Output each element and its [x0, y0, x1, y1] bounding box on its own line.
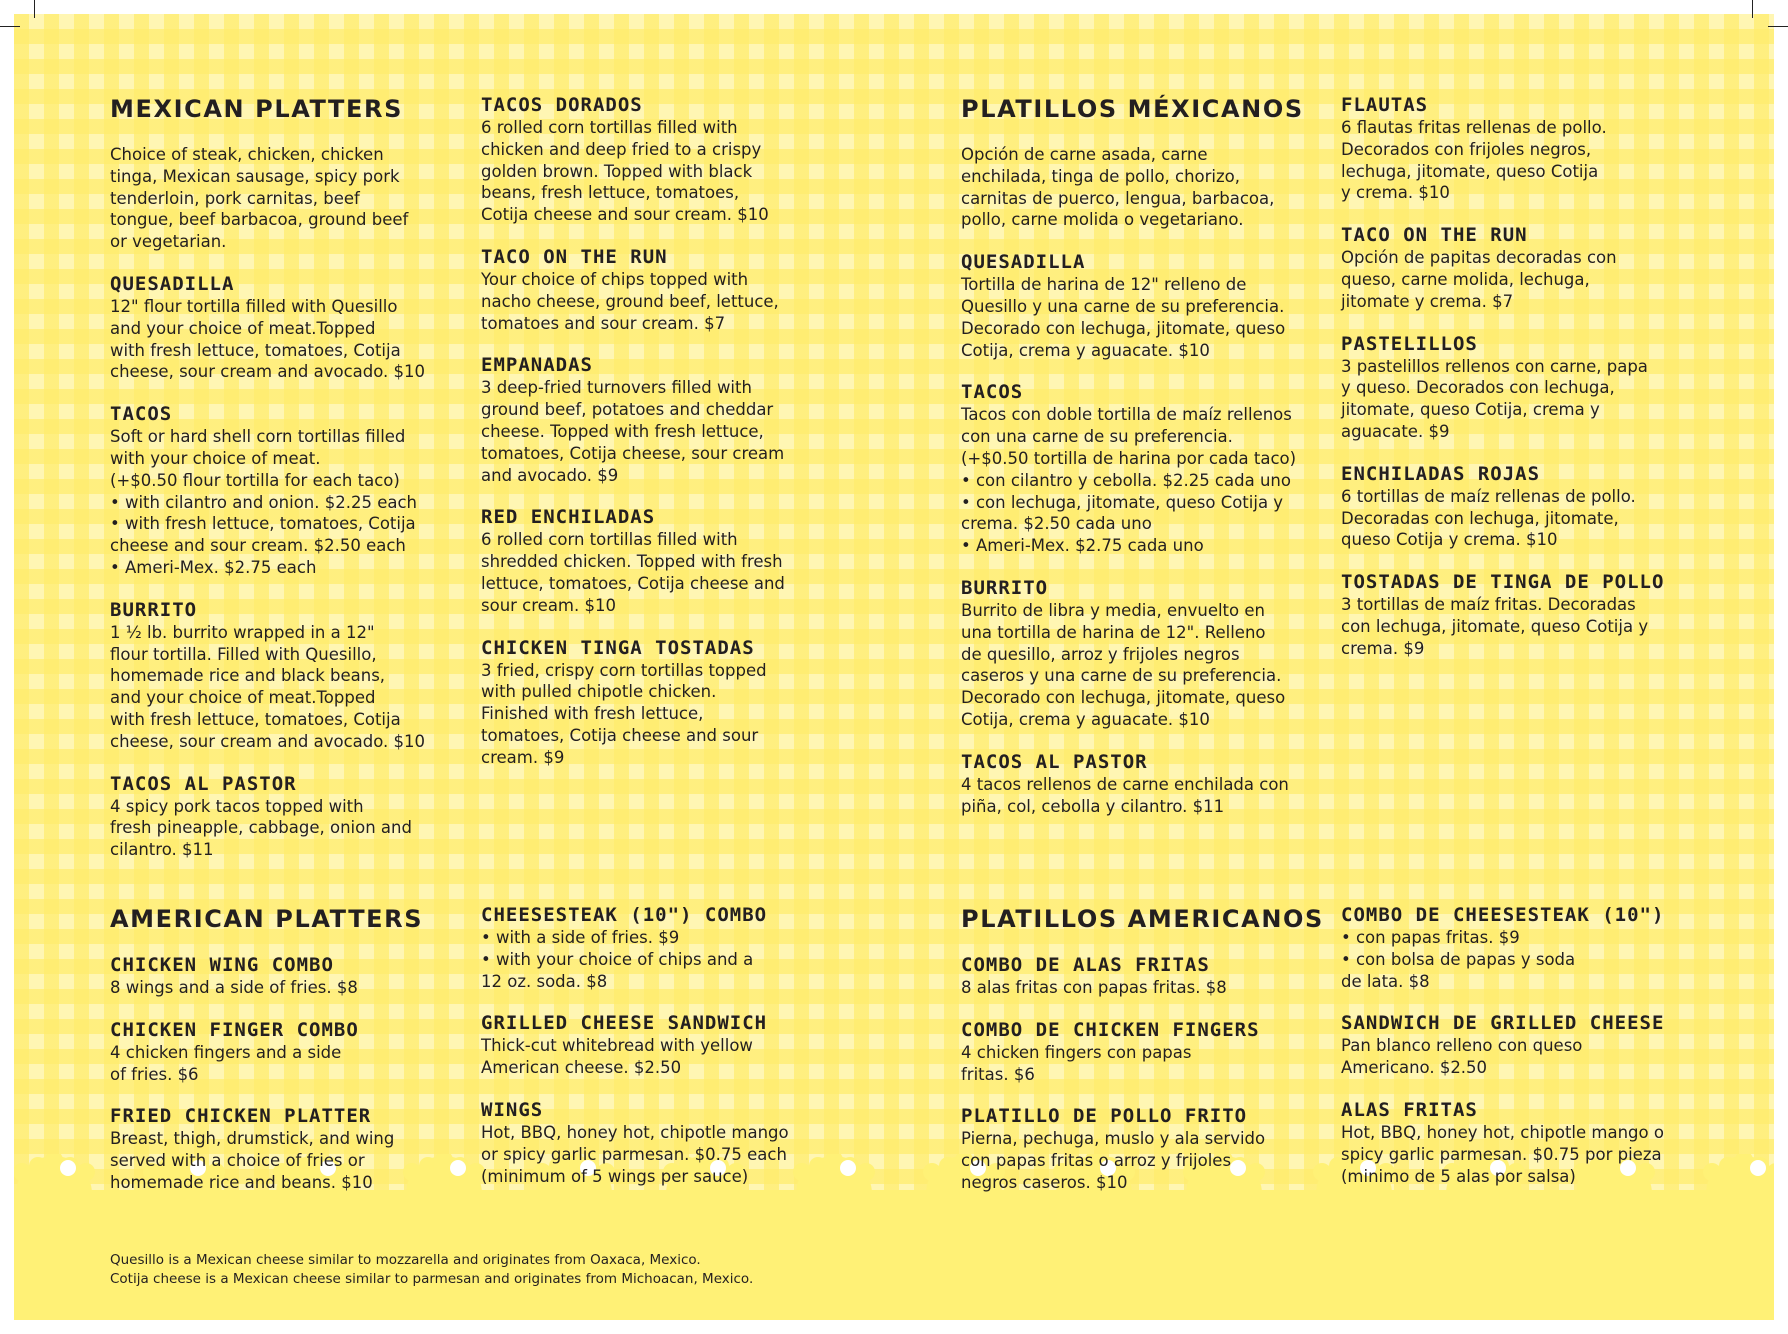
menu-item-title: WINGS [481, 1098, 544, 1121]
menu-item-description-line: Breast, thigh, drumstick, and wing [110, 1129, 395, 1149]
menu-item-description-line: Hot, BBQ, honey hot, chipotle mango o [1341, 1122, 1664, 1142]
menu-item-description-line: 12 oz. soda. $8 [481, 971, 608, 991]
menu-item [1341, 904, 1701, 992]
menu-item-description-line: jitomate, queso Cotija, crema y [1341, 400, 1600, 420]
menu-item-description-line: American cheese. $2.50 [481, 1058, 682, 1078]
menu-item-title: COMBO DE ALAS FRITAS [961, 954, 1210, 976]
menu-item-description-line: y crema. $10 [1341, 183, 1450, 203]
menu-item-description-line: Tacos con doble tortilla de maíz rellenos [961, 405, 1292, 425]
menu-item-description-line: con lechuga, jitomate, queso Cotija y [1341, 616, 1649, 636]
menu-item-title: ENCHILADAS ROJAS [1341, 462, 1541, 485]
column-mexican-platters [110, 94, 470, 881]
menu-item-description-line: Thick-cut whitebread with yellow [481, 1036, 753, 1056]
menu-item-description-line: Decorado con lechuga, jitomate, queso [961, 318, 1286, 338]
menu-item-description-line: Pierna, pechuga, muslo y ala servido [961, 1129, 1266, 1149]
menu-item [481, 637, 841, 769]
menu-item-title: TACOS AL PASTOR [110, 772, 297, 795]
footnote-quesillo: Quesillo is a Mexican cheese similar to mozzarella and originates from Oaxaca, Mexico. [110, 1252, 701, 1268]
menu-item-description-line: piña, col, cebolla y cilantro. $11 [961, 796, 1225, 816]
menu-item-title: TACOS [110, 403, 173, 426]
column-platillos-americanos [961, 904, 1324, 1214]
column-platillos-mexicanos-continued [1341, 94, 1701, 680]
menu-item-description-line: 6 rolled corn tortillas filled with [481, 530, 738, 550]
menu-item [481, 1012, 841, 1079]
menu-item-description-line: 3 tortillas de maíz fritas. Decoradas [1341, 595, 1636, 615]
menu-item [1341, 1099, 1701, 1187]
menu-item-description-line: cheese and sour cream. $2.50 each [110, 536, 406, 556]
menu-item-description-line: • Ameri-Mex. $2.75 each [110, 557, 317, 577]
menu-item-description-line: caseros y una carne de su preferencia. [961, 666, 1282, 686]
menu-item-description-line: 3 deep-fried turnovers filled with [481, 378, 752, 398]
menu-item-description-line: cilantro. $11 [110, 840, 214, 860]
menu-item-description-line: homemade rice and black beans, [110, 666, 386, 686]
menu-item-title: CHICKEN WING COMBO [110, 954, 334, 976]
menu-item-description-line: (minimo de 5 alas por salsa) [1341, 1166, 1576, 1186]
menu-item [961, 251, 1321, 361]
menu-item-description-line: sour cream. $10 [481, 595, 616, 615]
menu-item-description-line: Pan blanco relleno con queso [1341, 1036, 1583, 1056]
menu-item-description-line: jitomate y crema. $7 [1341, 291, 1514, 311]
menu-item-description-line: una tortilla de harina de 12". Relleno [961, 622, 1266, 642]
menu-item [110, 954, 470, 999]
menu-item-description-line: cheese. Topped with fresh lettuce, [481, 421, 764, 441]
menu-item-description-line: de lata. $8 [1341, 971, 1430, 991]
menu-item-title: TACOS DORADOS [481, 94, 643, 116]
menu-item-title: QUESADILLA [110, 272, 235, 295]
menu-item-description-line: • con cilantro y cebolla. $2.25 cada uno [961, 470, 1291, 490]
menu-item-title: ALAS FRITAS [1341, 1098, 1478, 1121]
menu-item-description-line: lechuga, jitomate, queso Cotija [1341, 161, 1599, 181]
menu-item-title: CHEESESTEAK (10") COMBO [481, 904, 768, 926]
menu-item-title: PASTELILLOS [1341, 332, 1478, 355]
menu-item-title: CHICKEN TINGA TOSTADAS [481, 636, 755, 659]
column-platillos-mexicanos [961, 94, 1321, 837]
menu-item-description-line: Opción de papitas decoradas con [1341, 248, 1617, 268]
menu-item-description-line: 4 tacos rellenos de carne enchilada con [961, 774, 1289, 794]
menu-item-description-line: shredded chicken. Topped with fresh [481, 552, 783, 572]
menu-item [961, 751, 1321, 818]
section-title: PLATILLOS MÉXICANOS [961, 95, 1304, 123]
menu-item-title: FLAUTAS [1341, 94, 1429, 116]
menu-item-description-line: 8 wings and a side of fries. $8 [110, 978, 358, 997]
menu-item-description-line: tomatoes, Cotija cheese, sour cream [481, 443, 785, 463]
menu-item-description-line: chicken and deep fried to a crispy [481, 139, 762, 159]
menu-item-description-line: • with fresh lettuce, tomatoes, Cotija [110, 514, 416, 534]
intro-line: enchilada, tinga de pollo, chorizo, [961, 166, 1241, 186]
section-intro [110, 144, 470, 253]
menu-item-description-line: 6 flautas fritas rellenas de pollo. [1341, 118, 1607, 137]
section-title: MEXICAN PLATTERS [110, 95, 403, 123]
menu-item-description-line: spicy garlic parmesan. $0.75 por pieza [1341, 1144, 1662, 1164]
menu-item-title: PLATILLO DE POLLO FRITO [961, 1105, 1248, 1128]
menu-item [481, 354, 841, 486]
menu-item [481, 246, 841, 334]
menu-item-description-line: 4 chicken fingers con papas [961, 1042, 1192, 1062]
menu-item-description-line: negros caseros. $10 [961, 1172, 1128, 1192]
menu-item [481, 904, 841, 992]
menu-item [481, 506, 841, 616]
menu-item-description-line: (+$0.50 flour tortilla for each taco) [110, 470, 400, 490]
column-mexican-platters-continued [481, 94, 841, 789]
menu-item-description-line: • with a side of fries. $9 [481, 928, 680, 947]
menu-item-description-line: beans, fresh lettuce, tomatoes, [481, 183, 740, 203]
menu-item-description-line: fresh pineapple, cabbage, onion and [110, 818, 412, 838]
intro-line: tenderloin, pork carnitas, beef [110, 188, 360, 208]
crop-mark-top-right [1752, 0, 1753, 18]
menu-item-title: TOSTADAS DE TINGA DE POLLO [1341, 571, 1665, 594]
menu-item-description-line: ground beef, potatoes and cheddar [481, 400, 774, 420]
menu-item-description-line: 12" flour tortilla filled with Quesillo [110, 296, 398, 316]
column-american-platters [110, 904, 470, 1214]
crop-mark-right [1768, 26, 1788, 27]
menu-item [1341, 333, 1701, 443]
menu-item-description-line: Quesillo y una carne de su preferencia. [961, 296, 1285, 316]
menu-item-title: TACO ON THE RUN [1341, 224, 1528, 247]
menu-item-description-line: Soft or hard shell corn tortillas filled [110, 427, 406, 447]
menu-item [481, 1099, 841, 1187]
menu-item [961, 1105, 1321, 1193]
menu-item [481, 94, 841, 226]
menu-item-description-line: Your choice of chips topped with [481, 269, 749, 289]
menu-item-description-line: • con bolsa de papas y soda [1341, 949, 1576, 969]
menu-item-description-line: and your choice of meat.Topped [110, 318, 376, 338]
menu-item-description-line: with your choice of meat. [110, 448, 321, 468]
section-intro [961, 144, 1321, 231]
menu-item-description-line: tomatoes and sour cream. $7 [481, 313, 726, 333]
menu-item-description-line: con una carne de su preferencia. [961, 427, 1233, 447]
menu-item-description-line: 4 chicken fingers and a side [110, 1042, 342, 1062]
menu-item-description-line: and your choice of meat.Topped [110, 688, 376, 708]
menu-item-title: SANDWICH DE GRILLED CHEESE [1341, 1012, 1665, 1035]
menu-page [14, 14, 1774, 1320]
menu-item-title: TACOS [961, 381, 1024, 404]
menu-item-description-line: cheese, sour cream and avocado. $10 [110, 362, 426, 382]
menu-item-description-line: 3 pastelillos rellenos con carne, papa [1341, 356, 1648, 376]
menu-item [110, 773, 470, 861]
menu-item [1341, 463, 1701, 551]
menu-item-title: EMPANADAS [481, 354, 593, 377]
menu-item-description-line: and avocado. $9 [481, 465, 619, 485]
menu-item-description-line: con papas fritas o arroz y frijoles [961, 1151, 1232, 1171]
menu-item-title: QUESADILLA [961, 251, 1086, 274]
menu-item-description-line: • con lechuga, jitomate, queso Cotija y [961, 492, 1284, 512]
menu-item-description-line: Cotija, crema y aguacate. $10 [961, 340, 1210, 360]
menu-item-description-line: cream. $9 [481, 747, 565, 767]
menu-item-description-line: Decoradas con lechuga, jitomate, [1341, 508, 1619, 528]
menu-item-description-line: 6 rolled corn tortillas filled with [481, 118, 738, 137]
menu-item-title: RED ENCHILADAS [481, 506, 656, 529]
menu-item-description-line: aguacate. $9 [1341, 421, 1450, 441]
menu-item [110, 599, 470, 753]
menu-item [110, 1019, 470, 1086]
menu-item-description-line: Decorados con frijoles negros, [1341, 139, 1592, 159]
menu-item-description-line: • with your choice of chips and a [481, 949, 754, 969]
menu-item-description-line: with fresh lettuce, tomatoes, Cotija [110, 340, 401, 360]
menu-item-title: COMBO DE CHICKEN FINGERS [961, 1018, 1260, 1041]
column-platillos-americanos-continued [1341, 904, 1701, 1207]
column-american-platters-continued [481, 904, 841, 1207]
menu-item-description-line: Decorado con lechuga, jitomate, queso [961, 688, 1286, 708]
menu-item-description-line: served with a choice of fries or [110, 1151, 365, 1171]
menu-item [110, 273, 470, 383]
intro-line: tinga, Mexican sausage, spicy pork [110, 166, 400, 186]
menu-item-description-line: Hot, BBQ, honey hot, chipotle mango [481, 1122, 789, 1142]
menu-item-description-line: 8 alas fritas con papas fritas. $8 [961, 978, 1227, 997]
menu-item-title: TACOS AL PASTOR [961, 750, 1148, 773]
menu-item-description-line: 3 fried, crispy corn tortillas topped [481, 660, 767, 680]
menu-item-description-line: Cotija cheese and sour cream. $10 [481, 205, 769, 225]
menu-item-description-line: de quesillo, arroz y frijoles negros [961, 644, 1240, 664]
crop-mark-left [0, 26, 20, 27]
menu-item [961, 1019, 1321, 1086]
intro-line: Opción de carne asada, carne [961, 145, 1208, 164]
menu-item-description-line: Burrito de libra y media, envuelto en [961, 600, 1265, 620]
menu-item-description-line: (+$0.50 tortilla de harina por cada taco) [961, 448, 1297, 468]
menu-item-description-line: with fresh lettuce, tomatoes, Cotija [110, 709, 401, 729]
menu-item-description-line: or spicy garlic parmesan. $0.75 each [481, 1144, 787, 1164]
menu-item-description-line: nacho cheese, ground beef, lettuce, [481, 291, 779, 311]
menu-item-title: COMBO DE CHEESESTEAK (10") [1341, 904, 1665, 926]
footnotes [110, 1251, 753, 1289]
menu-item-description-line: Finished with fresh lettuce, [481, 704, 704, 724]
menu-item-description-line: flour tortilla. Filled with Quesillo, [110, 644, 377, 664]
footnote-cotija: Cotija cheese is a Mexican cheese similar to parmesan and originates from Michoacan, Mexico. [110, 1271, 754, 1287]
menu-item-description-line: cheese, sour cream and avocado. $10 [110, 731, 426, 751]
menu-item-description-line: golden brown. Topped with black [481, 161, 753, 181]
menu-item [1341, 224, 1701, 312]
menu-item [1341, 1012, 1701, 1079]
menu-item-title: CHICKEN FINGER COMBO [110, 1018, 359, 1041]
menu-item-title: BURRITO [110, 598, 198, 621]
menu-item [1341, 94, 1701, 204]
menu-item-title: BURRITO [961, 576, 1049, 599]
menu-item [961, 381, 1321, 557]
menu-item [110, 1105, 470, 1193]
menu-item-description-line: Cotija, crema y aguacate. $10 [961, 709, 1210, 729]
menu-item-title: FRIED CHICKEN PLATTER [110, 1105, 372, 1128]
intro-line: pollo, carne molida o vegetariano. [961, 210, 1244, 230]
menu-item-description-line: 6 tortillas de maíz rellenas de pollo. [1341, 486, 1636, 506]
menu-item [1341, 571, 1701, 659]
menu-item-description-line: 1 ½ lb. burrito wrapped in a 12" [110, 622, 375, 642]
menu-item-description-line: Americano. $2.50 [1341, 1058, 1488, 1078]
menu-item-description-line: with pulled chipotle chicken. [481, 682, 717, 702]
menu-item-description-line: fritas. $6 [961, 1064, 1035, 1084]
menu-item-title: TACO ON THE RUN [481, 245, 668, 268]
menu-item-description-line: queso Cotija y crema. $10 [1341, 530, 1558, 550]
section-title: AMERICAN PLATTERS [110, 905, 424, 933]
menu-item-description-line: • with cilantro and onion. $2.25 each [110, 492, 418, 512]
menu-item-description-line: queso, carne molida, lechuga, [1341, 269, 1590, 289]
menu-item-description-line: • con papas fritas. $9 [1341, 928, 1520, 947]
menu-item-description-line: lettuce, tomatoes, Cotija cheese and [481, 573, 785, 593]
menu-item-description-line: Tortilla de harina de 12" relleno de [961, 275, 1247, 295]
menu-item-description-line: tomatoes, Cotija cheese and sour [481, 725, 759, 745]
section-title: PLATILLOS AMERICANOS [961, 905, 1324, 933]
intro-line: carnitas de puerco, lengua, barbacoa, [961, 188, 1275, 208]
menu-item [110, 403, 470, 579]
menu-item-description-line: (minimum of 5 wings per sauce) [481, 1166, 749, 1186]
menu-item-description-line: of fries. $6 [110, 1064, 199, 1084]
menu-item-description-line: y queso. Decorados con lechuga, [1341, 378, 1615, 398]
intro-line: tongue, beef barbacoa, ground beef [110, 210, 409, 230]
menu-item [961, 577, 1321, 731]
intro-line: or vegetarian. [110, 232, 227, 252]
menu-item-title: GRILLED CHEESE SANDWICH [481, 1012, 768, 1035]
menu-item-description-line: crema. $9 [1341, 638, 1425, 658]
menu-item-description-line: crema. $2.50 cada uno [961, 514, 1152, 534]
crop-mark-top-left [34, 0, 35, 18]
menu-item-description-line: homemade rice and beans. $10 [110, 1172, 373, 1192]
menu-item-description-line: • Ameri-Mex. $2.75 cada uno [961, 536, 1204, 556]
menu-item [961, 954, 1321, 999]
menu-item-description-line: 4 spicy pork tacos topped with [110, 796, 364, 816]
intro-line: Choice of steak, chicken, chicken [110, 145, 384, 164]
